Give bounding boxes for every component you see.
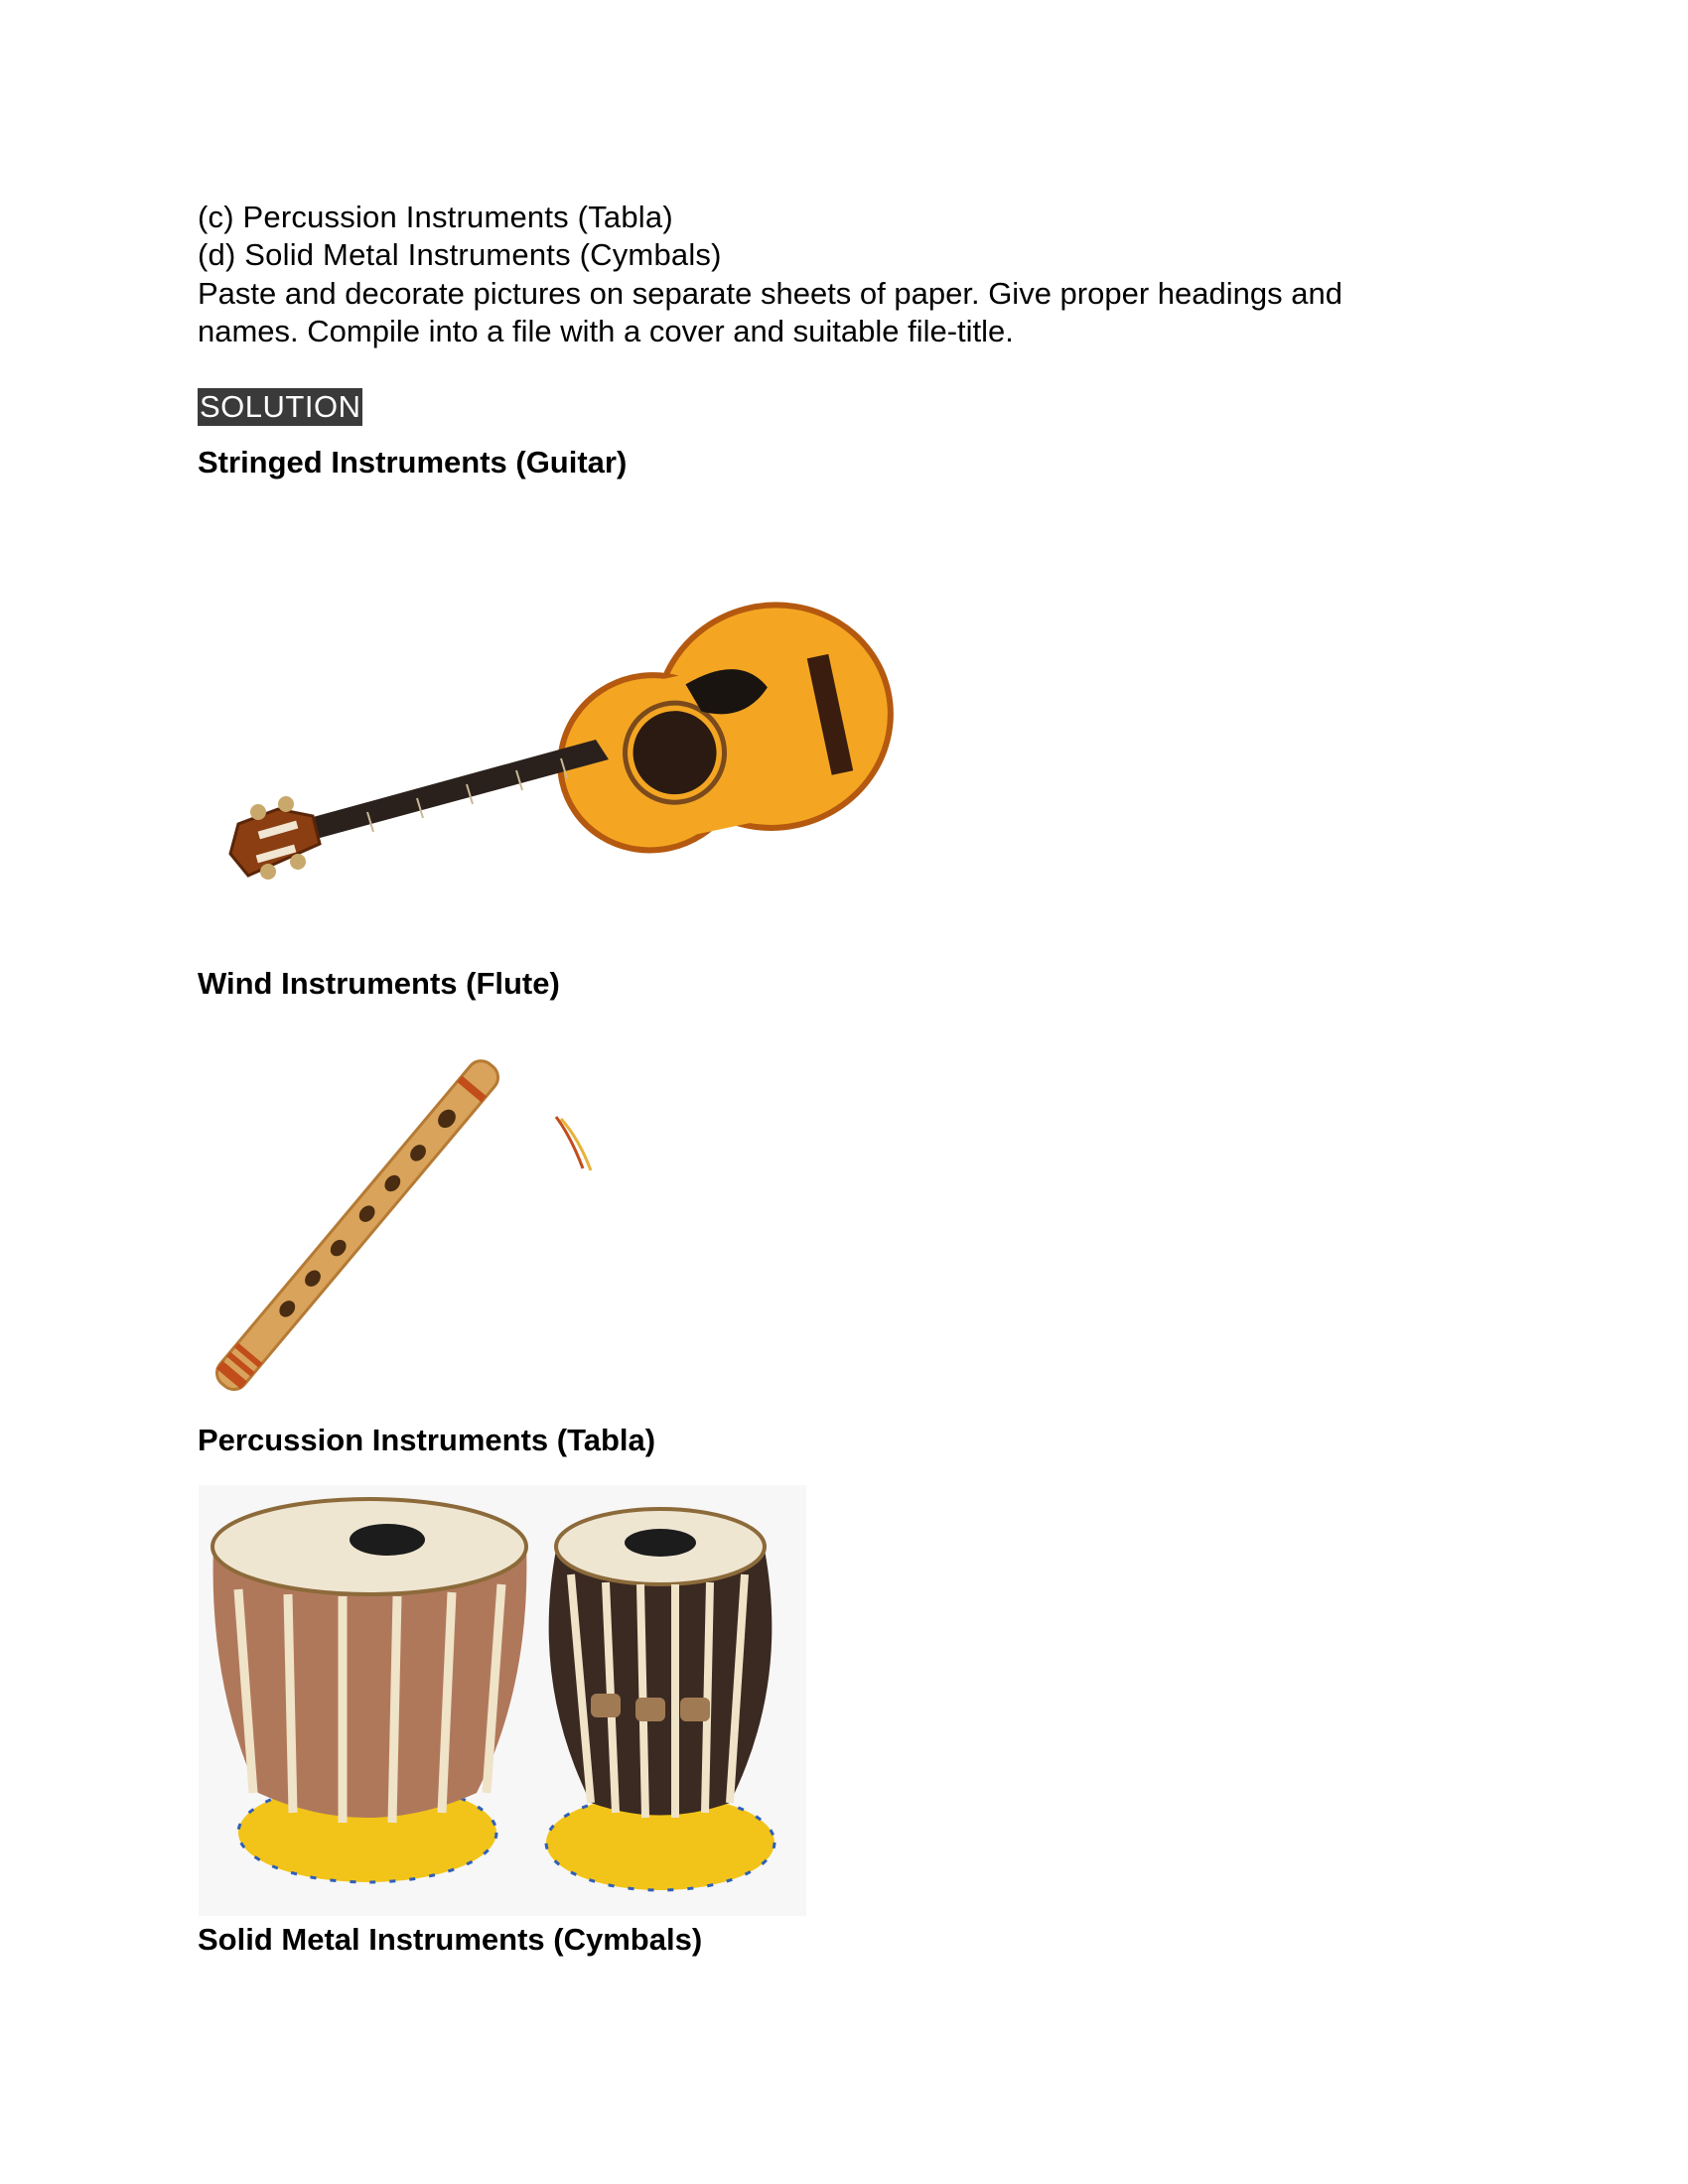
question-item-c: (c) Percussion Instruments (Tabla) [198,200,673,234]
question-instructions: Paste and decorate pictures on separate sheets of paper. Give proper headings and names. Compile into a file with a cover and suitable file-title. [198,276,1342,348]
section-heading-flute: Wind Instruments (Flute) [198,966,560,1001]
guitar-photo [218,556,993,884]
section-heading-cymbals: Solid Metal Instruments (Cymbals) [198,1922,703,1957]
solution-badge: SOLUTION [200,389,361,424]
section-heading-tabla: Percussion Instruments (Tabla) [198,1423,656,1457]
question-item-d: (d) Solid Metal Instruments (Cymbals) [198,237,722,272]
section-heading-guitar: Stringed Instruments (Guitar) [198,445,628,479]
tabla-photo [199,1485,806,1916]
flute-photo [213,1057,606,1410]
